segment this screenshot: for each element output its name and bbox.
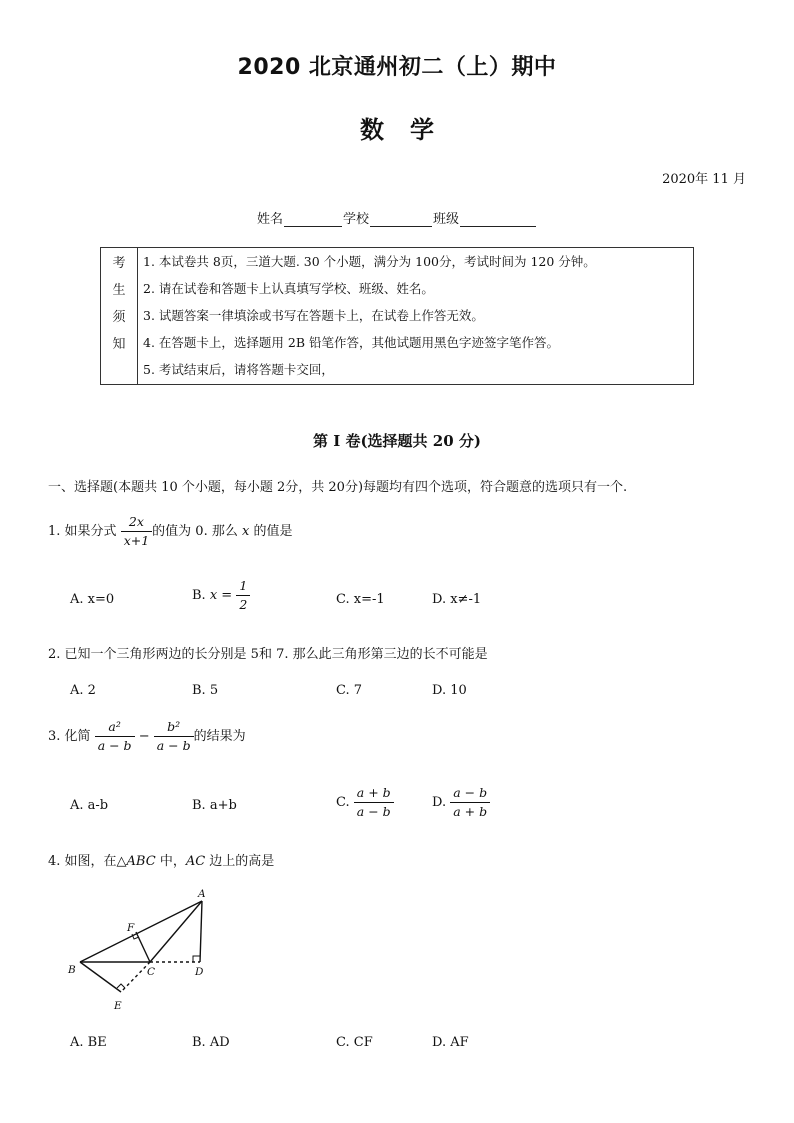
q3-option-c[interactable] xyxy=(336,786,394,819)
q3-f1-num: a² xyxy=(95,720,135,737)
q3-minus: − xyxy=(138,729,150,744)
q3-option-b[interactable] xyxy=(192,798,237,813)
q3-option-d-prefix: D. xyxy=(432,795,447,810)
part-intro: 一、选择题(本题共 10 个小题，每小题 2分，共 20分)每题均有四个选项，符合题意的选项只有一个. xyxy=(48,480,628,495)
q3-fraction-2 xyxy=(154,720,194,753)
right-angle-mark-d xyxy=(193,956,200,962)
q1-suffix-b: 的值是 xyxy=(249,524,293,539)
q4-suffix: 边上的高是 xyxy=(205,854,275,869)
notice-item: 5. 考试结束后，请将答题卡交回， xyxy=(143,362,334,377)
q1-frac-den: x+1 xyxy=(123,532,150,548)
q3-option-c-prefix: C. xyxy=(336,795,350,810)
question-3 xyxy=(48,720,246,753)
segment-be xyxy=(80,962,121,992)
label-d: D xyxy=(195,966,204,978)
q4-triangle-figure xyxy=(60,885,230,1020)
q3-option-b-text: B. a+b xyxy=(192,798,237,813)
notice-item: 2. 请在试卷和答题卡上认真填写学校、班级、姓名。 xyxy=(143,281,434,296)
exam-date: 2020年 11 月 xyxy=(662,172,746,187)
q1-option-b-den: 2 xyxy=(239,596,248,612)
q1-fraction xyxy=(121,515,152,548)
q1-option-a[interactable]: A. x=0 xyxy=(70,592,115,607)
notice-label-char: 考 xyxy=(112,256,126,271)
q1-frac-num: 2x xyxy=(121,515,152,532)
q1-suffix-a: 的值为 0. 那么 xyxy=(152,524,242,539)
student-info-line xyxy=(0,208,794,227)
q3-option-c-fraction xyxy=(354,786,394,819)
label-e: E xyxy=(114,1000,122,1012)
q4-prefix: 4. 如图，在△ xyxy=(48,854,127,869)
class-label: 班级 xyxy=(433,212,460,227)
q1-option-b-prefix: B. xyxy=(192,588,210,603)
q3-option-d[interactable] xyxy=(432,786,490,819)
q1-option-b-num: 1 xyxy=(236,579,250,596)
q3-fraction-1 xyxy=(95,720,135,753)
segment-ad xyxy=(200,901,202,962)
q1-option-b-fraction xyxy=(236,579,250,612)
q1-option-b-lhs: x = xyxy=(209,588,233,603)
q1-prefix: 1. 如果分式 xyxy=(48,524,117,539)
subject-title: 数学 xyxy=(360,116,460,144)
q4-option-a[interactable]: A. BE xyxy=(70,1035,107,1050)
q2-option-d[interactable]: D. 10 xyxy=(432,683,467,698)
question-4 xyxy=(48,850,274,869)
q3-option-a-text: A. a-b xyxy=(70,798,109,813)
exam-title: 2020 北京通州初二（上）期中 xyxy=(237,55,557,80)
question-2: 2. 已知一个三角形两边的长分别是 5和 7. 那么此三角形第三边的长不可能是 xyxy=(48,647,488,662)
q3-option-d-fraction xyxy=(450,786,490,819)
q1-option-b[interactable] xyxy=(192,579,250,612)
q4-option-d[interactable]: D. AF xyxy=(432,1035,469,1050)
label-f: F xyxy=(127,922,135,934)
q3-option-c-num: a + b xyxy=(354,786,394,803)
segment-ba xyxy=(80,901,202,962)
q4-triangle: ABC xyxy=(126,854,156,869)
q3-option-d-num: a − b xyxy=(450,786,490,803)
q3-option-a[interactable] xyxy=(70,798,108,813)
q4-mid: 中， xyxy=(155,854,186,869)
q1-option-d[interactable]: D. x≠-1 xyxy=(432,592,482,607)
notice-item: 1. 本试卷共 8页，三道大题. 30 个小题，满分为 100分，考试时间为 120 分钟。 xyxy=(143,254,596,269)
q2-option-b[interactable]: B. 5 xyxy=(192,683,219,698)
label-a: A xyxy=(198,888,206,900)
segment-ca xyxy=(150,901,202,962)
q3-f1-den: a − b xyxy=(97,737,132,753)
q4-option-b[interactable]: B. AD xyxy=(192,1035,230,1050)
notice-item: 3. 试题答案一律填涂或书写在答题卡上，在试卷上作答无效。 xyxy=(143,308,484,323)
q4-option-c[interactable]: C. CF xyxy=(336,1035,373,1050)
notice-item: 4. 在答题卡上，选择题用 2B 铅笔作答，其他试题用黑色字迹签字笔作答。 xyxy=(143,335,559,350)
label-c: C xyxy=(147,966,156,978)
q3-f2-den: a − b xyxy=(156,737,191,753)
school-blank[interactable] xyxy=(370,213,432,227)
name-label: 姓名 xyxy=(256,212,283,227)
school-label: 学校 xyxy=(342,212,369,227)
q3-prefix: 3. 化简 xyxy=(48,729,91,744)
exam-notice-box xyxy=(100,247,694,385)
notice-label-char: 须 xyxy=(112,310,126,325)
section-title: 第 I 卷(选择题共 20 分) xyxy=(313,432,481,450)
right-angle-mark-e xyxy=(117,984,125,988)
question-1 xyxy=(48,515,292,548)
q1-var: x xyxy=(241,524,250,539)
segment-ce-dashed xyxy=(121,962,150,992)
q3-option-c-den: a − b xyxy=(356,803,391,819)
q2-option-c[interactable]: C. 7 xyxy=(336,683,363,698)
q2-option-a[interactable]: A. 2 xyxy=(70,683,96,698)
q3-option-d-den: a + b xyxy=(453,803,488,819)
q1-option-c[interactable]: C. x=-1 xyxy=(336,592,385,607)
class-blank[interactable] xyxy=(460,213,536,227)
notice-label-char: 知 xyxy=(112,337,126,352)
label-b: B xyxy=(68,964,76,976)
q4-side: AC xyxy=(185,854,206,869)
q3-suffix: 的结果为 xyxy=(193,729,246,744)
q3-f2-num: b² xyxy=(154,720,194,737)
notice-label-column xyxy=(101,248,138,384)
notice-label-char: 生 xyxy=(112,283,126,298)
segment-cf xyxy=(136,932,150,962)
name-blank[interactable] xyxy=(284,213,342,227)
